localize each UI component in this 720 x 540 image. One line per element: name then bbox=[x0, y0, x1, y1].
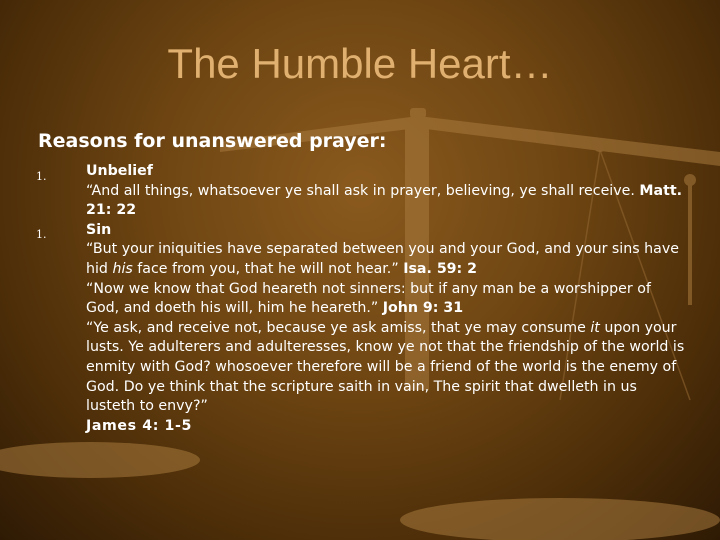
item-heading-unbelief: Unbelief bbox=[86, 163, 153, 179]
list-number-1: 1. bbox=[36, 170, 47, 183]
verse-reference: John 9: 31 bbox=[382, 300, 464, 317]
verse-italic-text: it bbox=[590, 319, 600, 336]
verse-james bbox=[86, 319, 686, 417]
verse-text: upon your lusts. Ye adulterers and adulteresses, know ye not that the friendship of the world is enmity with God? whosoever therefore will be a friend of the world is the enemy of God. Do ye think that the scripture saith in vain, The spirit that dwelleth in us lusteth to envy?” bbox=[86, 319, 685, 415]
verse-reference: Matt. 21: 22 bbox=[86, 182, 683, 219]
verse-reference: Isa. 59: 2 bbox=[403, 260, 478, 277]
verse-italic-text: his bbox=[112, 260, 133, 277]
verse-isaiah bbox=[86, 240, 686, 279]
verse-text: “Now we know that God heareth not sinners: but if any man be a worshipper of God, and doeth his will, him he heareth.” bbox=[86, 280, 651, 317]
verse-matthew bbox=[86, 182, 686, 221]
verse-text: “But your iniquities have separated between you and your God, and your sins have hid bbox=[86, 241, 679, 277]
item-heading-sin: Sin bbox=[86, 221, 112, 238]
verse-text: “And all things, whatsoever ye shall ask in prayer, believing, ye shall receive. bbox=[86, 182, 640, 199]
verse-text: face from you, that he will not hear.” bbox=[132, 260, 404, 277]
verse-reference: James 4: 1-5 bbox=[86, 417, 192, 434]
slide-content bbox=[86, 162, 686, 436]
slide-subtitle: Reasons for unanswered prayer: bbox=[38, 130, 387, 152]
slide-title: The Humble Heart… bbox=[167, 40, 553, 87]
verse-text: “Ye ask, and receive not, because ye ask amiss, that ye may consume bbox=[86, 319, 591, 336]
list-number-2: 1. bbox=[36, 228, 47, 241]
verse-john bbox=[86, 280, 686, 319]
